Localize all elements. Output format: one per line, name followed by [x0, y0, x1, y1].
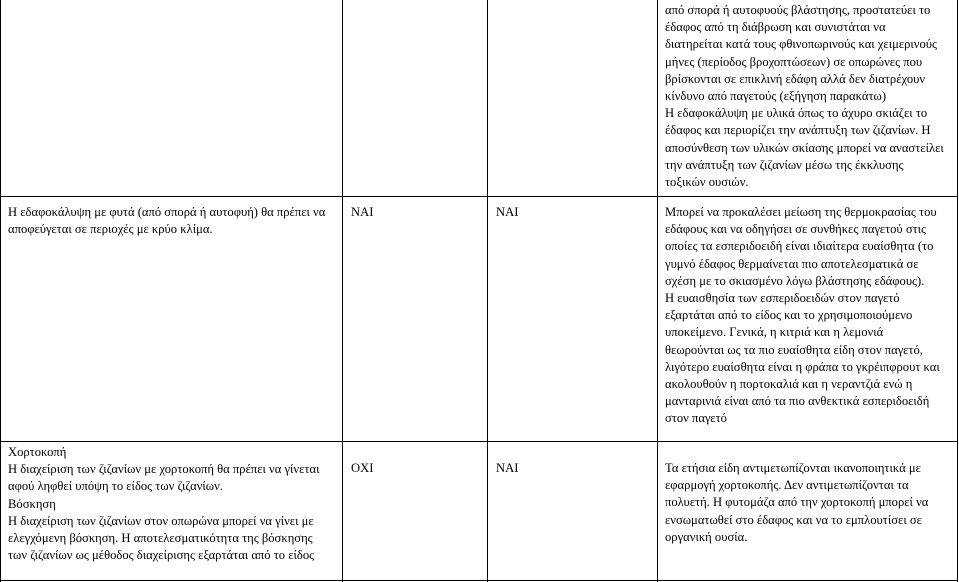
table-row-2-description: Μπορεί να προκαλέσει μείωση της θερμοκρασίας του εδάφους και να οδηγήσει σε συνθήκες παγετού στις οποίες τα εσπεριδοειδή είναι ιδιαίτερα ευαίσθητα (το γυμνό έδαφος θερμαίνεται πιο αποτελεσματικά σε σχέση με το σκιασμένο λόγω βλάστησης εδάφους). Η ευαισθησία των εσπεριδοειδών στον παγετό εξαρτάται από το είδος και το χρησιμοποιούμενο υποκείμενο. Γενικά, η κιτριά και η λεμονιά θεωρούνται ως τα πιο ευαίσθητα είδη στον παγετό, λιγότερο ευαίσθητα είναι η φράπα το γκρέιπφρουτ και ακολουθούν η πορτοκαλιά και η νεραντζιά ενώ η μανταρινιά είναι από τα πιο ανθεκτικά εσπεριδοειδή στον παγετό: [665, 205, 940, 426]
table-row-3-col3: ΝΑΙ: [496, 461, 519, 475]
table-row-2-practice: Η εδαφοκάλυψη με φυτά (από σπορά ή αυτοφυή) θα πρέπει να αποφεύγεται σε περιοχές με κρύο κλίμα.: [8, 205, 326, 237]
row-divider: [0, 441, 958, 442]
column-divider: [487, 0, 488, 582]
table-border-bottom: [0, 580, 958, 581]
table-row-2-col2: ΝΑΙ: [351, 205, 374, 219]
table-row-3-practice: Χορτοκοπή Η διαχείριση των ζιζανίων με χορτοκοπή θα πρέπει να γίνεται αφού ληφθεί υπόψη το είδος των ζιζανίων. Βόσκηση Η διαχείριση των ζιζανίων στον οπωρώνα μπορεί να γίνει με ελεγχόμενη βόσκηση. Η αποτελεσματικότητα της βόσκησης των ζιζανίων ως μέθοδος διαχείρισης εξαρτάται από το είδος: [8, 445, 320, 563]
table-border-left: [0, 0, 1, 582]
table-row-2-col3: ΝΑΙ: [496, 205, 519, 219]
table-row-1-description-continued: από σπορά ή αυτοφυούς βλάστησης, προστατεύει το έδαφος από τη διάβρωση και συνιστάται να διατηρείται κατά τους φθινοπωρινούς και χειμερινούς μήνες (περίοδος βροχοπτώσεων) σε οπωρώνες που βρίσκονται σε επικλινή εδάφη αλλά δεν διατρέχουν κίνδυνο από παγετούς (εξήγηση παρακάτω) Η εδαφοκάλυψη με υλικά όπως το άχυρο σκιάζει το έδαφος και περιορίζει την ανάπτυξη των ζιζανίων. Η αποσύνθεση των υλικών σκίασης μπορεί να αναστείλει την ανάπτυξη των ζιζανίων μέσω της έκκλυσης τοξικών ουσιών.: [665, 3, 944, 190]
row-divider: [0, 196, 958, 197]
column-divider: [342, 0, 343, 582]
table-border-right: [957, 0, 958, 582]
table-row-3-description: Τα ετήσια είδη αντιμετωπίζονται ικανοποιητικά με εφαρμογή χορτοκοπής. Δεν αντιμετωπίζονται τα πολυετή. Η φυτομάζα από την χορτοκοπή μπορεί να ενσωματωθεί στο έδαφος και να το εμπλουτίσει σε οργανική ουσία.: [665, 461, 929, 544]
table-row-3-col2: ΟΧΙ: [351, 461, 374, 475]
column-divider: [657, 0, 658, 582]
